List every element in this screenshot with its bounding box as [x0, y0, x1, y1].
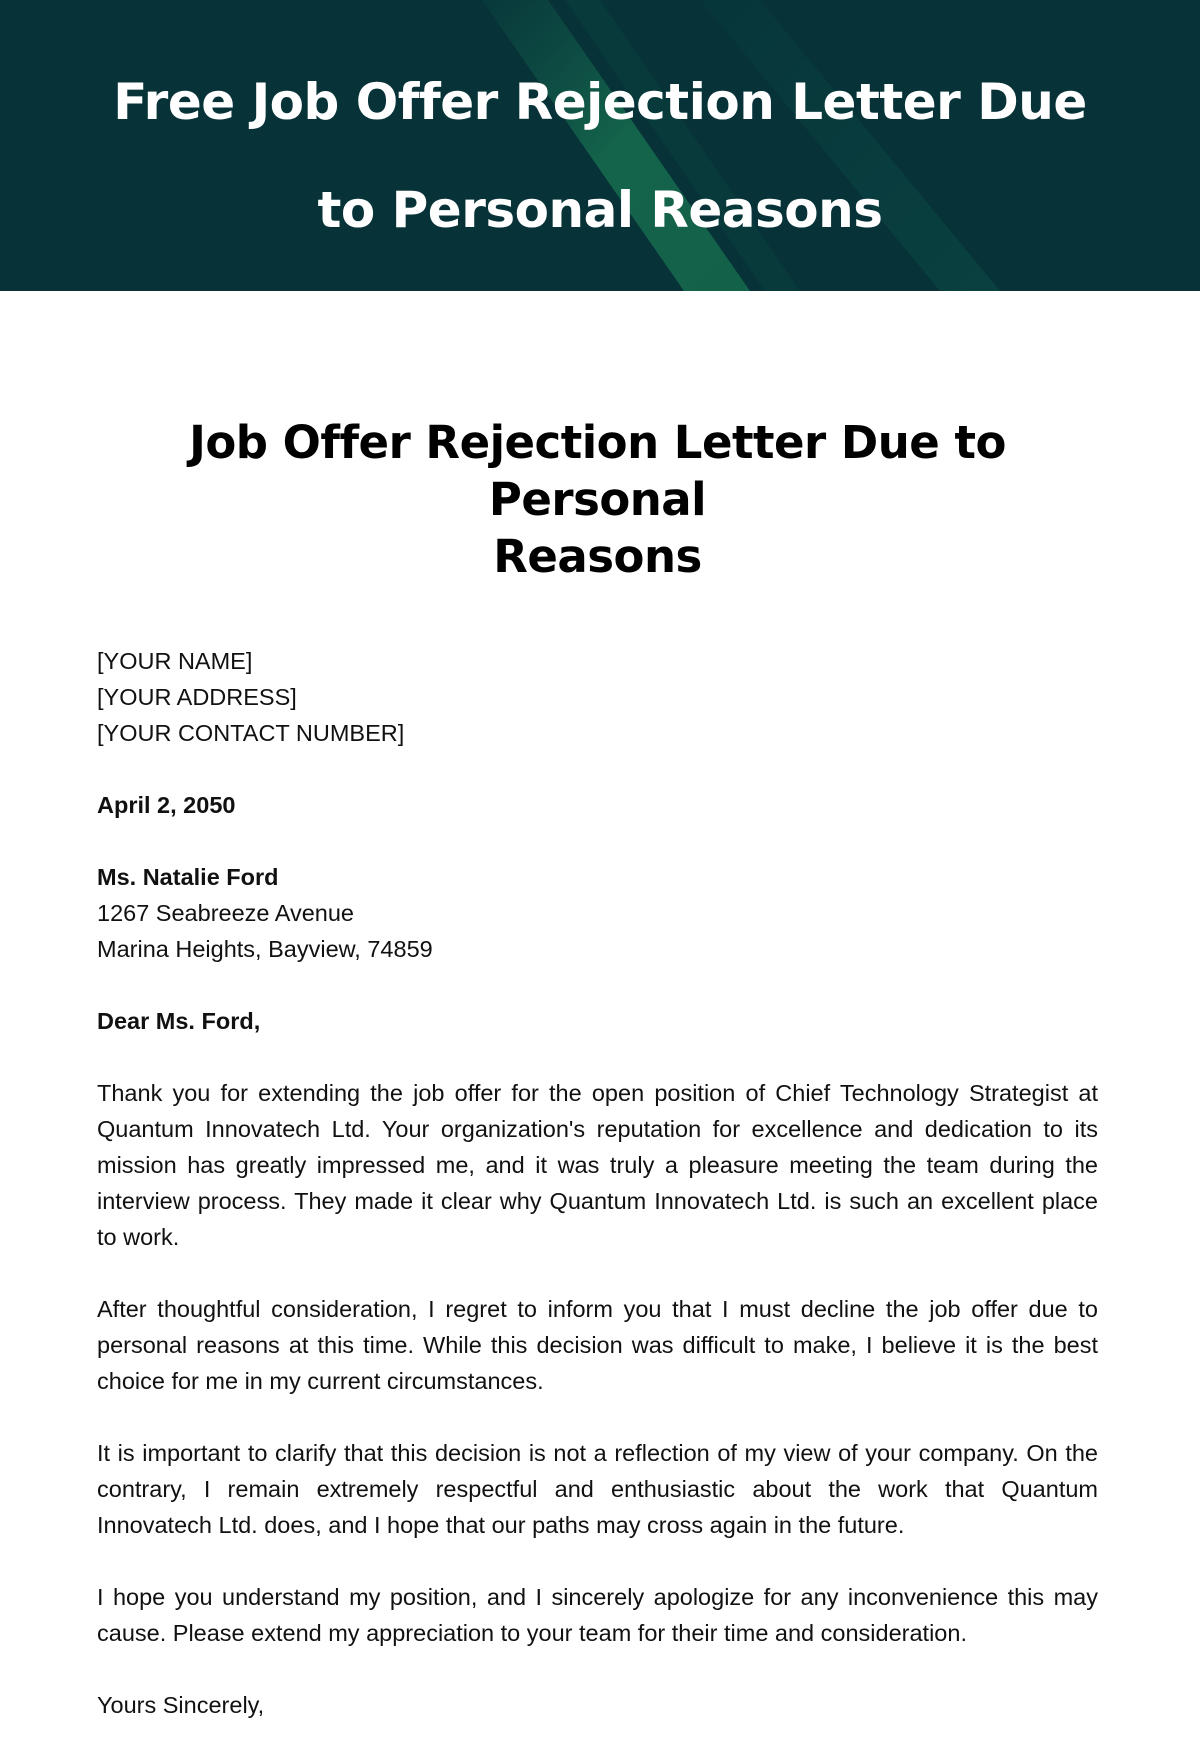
sender-block	[97, 643, 1098, 751]
body-paragraph-2: After thoughtful consideration, I regret to inform you that I must decline the job offer due to personal reasons at this time. While this decision was difficult to make, I believe it is the best choice for me in my current circumstances.	[97, 1296, 1098, 1394]
date-block	[97, 787, 1098, 823]
document-title-line-2: Reasons	[493, 530, 702, 583]
sender-contact: [YOUR CONTACT NUMBER]	[97, 720, 405, 746]
body-paragraph-4: I hope you understand my position, and I sincerely apologize for any inconvenience this may cause. Please extend my appreciation to your team for their time and consideration.	[97, 1584, 1098, 1646]
document-title-line-1: Job Offer Rejection Letter Due to Personal	[189, 416, 1006, 526]
banner-title-line-1: Free Job Offer Rejection Letter Due	[113, 73, 1087, 131]
document-title	[97, 414, 1098, 585]
closing-block	[97, 1687, 1098, 1723]
recipient-city: Marina Heights, Bayview, 74859	[97, 936, 433, 962]
salutation-block	[97, 1003, 1098, 1039]
sender-name: [YOUR NAME]	[97, 648, 253, 674]
recipient-street: 1267 Seabreeze Avenue	[97, 900, 354, 926]
banner-title	[0, 48, 1200, 264]
banner-title-line-2: to Personal Reasons	[317, 181, 883, 239]
recipient-block	[97, 859, 1098, 967]
letter-date: April 2, 2050	[97, 792, 236, 818]
salutation: Dear Ms. Ford,	[97, 1008, 261, 1034]
body-paragraph-3: It is important to clarify that this decision is not a reflection of my view of your company. On the contrary, I remain extremely respectful and enthusiastic about the work that Quantum Innovatech Ltd. does, and I hope that our paths may cross again in the future.	[97, 1440, 1098, 1538]
closing: Yours Sincerely,	[97, 1692, 265, 1718]
recipient-name: Ms. Natalie Ford	[97, 864, 279, 890]
body-paragraph-1: Thank you for extending the job offer for the open position of Chief Technology Strategist at Quantum Innovatech Ltd. Your organization's reputation for excellence and dedication to its mission has greatly impressed me, and it was truly a pleasure meeting the team during the interview process. They made it clear why Quantum Innovatech Ltd. is such an excellent place to work.	[97, 1080, 1098, 1250]
header-banner	[0, 0, 1200, 291]
sender-address: [YOUR ADDRESS]	[97, 684, 297, 710]
letter-body	[97, 414, 1098, 1759]
